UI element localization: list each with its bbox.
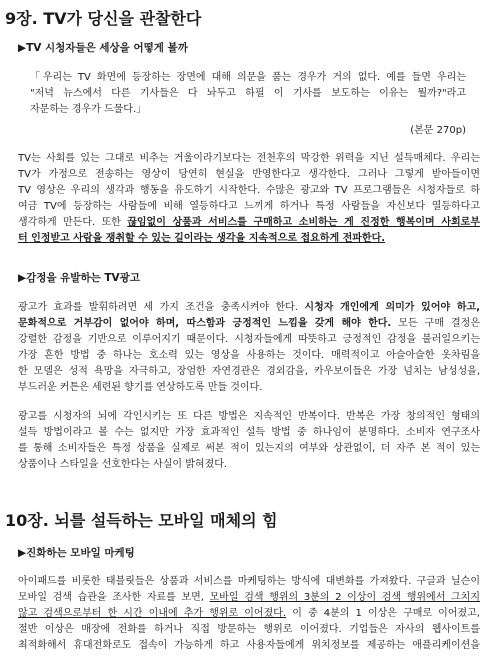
quote-source: (본문 270p) <box>410 125 466 136</box>
paragraph-line: 아이패드를 비롯한 태블릿들은 상품과 서비스를 마케팅하는 방식에 대변화를 가져왔다. 구글과 닐슨이 <box>18 576 480 587</box>
chapter-10-title: 10장. 뇌를 설득하는 모바일 매체의 힘 <box>5 511 278 530</box>
section-heading-emotion-ads: ▶감정을 유발하는 TV광고 <box>18 272 140 284</box>
paragraph-line <box>18 216 480 229</box>
paragraph-line: TV는 사회를 있는 그대로 비추는 거울이라기보다는 전천후의 막강한 위력을 지닌 설득매체다. 우리는 <box>18 153 480 164</box>
quote-line: "저녁 뉴스에서 다른 기사들은 다 놔두고 하필 이 기사를 보도하는 이유는 뭘까?"라고 <box>30 88 466 99</box>
paragraph-text: 모든 구매 결정은 <box>391 318 480 329</box>
paragraph-line: 를 통해 소비자들은 특정 상품을 실제로 써본 적이 있는지의 여부와 상관없이, 더 자주 본 적이 있는 <box>18 443 480 454</box>
paragraph-line: 최적화해서 휴대전화로도 접속이 가능하게 하고 사용자들에게 위치정보를 제공하는 애플리케이션을 <box>18 640 480 651</box>
section-heading-tv-viewers: ▶TV 시청자들은 세상을 어떻게 볼까 <box>18 42 188 54</box>
quote-line: 자문하는 경우가 드물다.」 <box>30 104 147 115</box>
paragraph-text: 생각하게 만든다. 또한 <box>18 217 128 228</box>
paragraph-line: 여금 TV에 등장하는 사람들에 비해 열등하다고 느끼게 하거나 특정 사람들을 자신보다 열등하다고 <box>18 201 480 212</box>
emphasis-text: 터 인정받고 사람을 쟁취할 수 있는 길이라는 생각을 지속적으로 접요하게 전파한다. <box>18 233 386 244</box>
section-heading-mobile-marketing: ▶진화하는 모바일 마케팅 <box>18 547 135 559</box>
paragraph-text: 광고가 효과를 발휘하려면 세 가지 조건을 충족시켜야 한다. <box>18 302 305 313</box>
paragraph-line: 상품이나 스타일을 선호한다는 사실이 밝혀졌다. <box>18 459 228 470</box>
emphasis-text: 끊임없이 상품과 서비스를 구매하고 소비하는 게 진정한 행복이며 사회로부 <box>127 217 480 228</box>
paragraph-line: 강렬한 감정을 기반으로 이루어지기 때문이다. 시청자들에게 따뜻하고 긍정적인 감정을 불러일으키는 <box>18 334 480 345</box>
paragraph-text: 모바일 검색 습관을 조사한 자료를 보면, <box>18 592 210 603</box>
chapter-9-title: 9장. TV가 당신을 관찰한다 <box>5 9 202 28</box>
paragraph-line <box>18 607 480 620</box>
paragraph-line: 한 모델은 성적 욕망을 자극하고, 장엄한 자연경관은 경외감을, 카우보이들은 가장 넘치는 남성성을, <box>18 366 480 377</box>
underlined-text: 않고 검색으로부터 한 시간 이내에 추가 행위로 이어졌다. <box>18 608 287 619</box>
paragraph-line: 가장 흔한 방법 중 하나는 호소력 있는 영상을 사용하는 것이다. 매력적이고 아슬아슬한 옷차림을 <box>18 350 480 361</box>
paragraph-line: 설득 방법이라고 볼 수는 없지만 가장 효과적인 설득 방법 중 하나임이 분명하다. 소비자 연구조사 <box>18 427 480 438</box>
paragraph-line <box>18 301 480 314</box>
quote-line: 「우리는 TV 화면에 등장하는 장면에 대해 의문을 품는 경우가 거의 없다. 예를 들면 우리는 <box>30 72 466 83</box>
emphasis-text: 문화적으로 거부감이 없어야 하며, 따스함과 긍정적인 느낌을 갖게 해야 한다. <box>18 318 392 329</box>
underlined-text: 모바일 검색 행위의 3분의 2 이상이 검색 행위에서 그치지 <box>209 592 480 603</box>
paragraph-line <box>18 317 480 330</box>
paragraph-line: 부드러운 커튼은 세련된 향기를 연상하도록 만들 것이다. <box>18 382 263 393</box>
paragraph-line: 절반 이상은 매장에 전화를 하거나 직접 방문하는 행위로 이어졌다. 기업들은 자사의 웹사이트를 <box>18 624 480 635</box>
paragraph-text: 이 중 4분의 1 이상은 구매로 이어졌고, <box>286 608 480 619</box>
paragraph-line <box>18 232 480 245</box>
paragraph-line: 광고를 시청자의 뇌에 각인시키는 또 다른 방법은 지속적인 반복이다. 반복은 가장 창의적인 형태의 <box>18 411 480 422</box>
paragraph-line: TV 영상은 우리의 생각과 행동을 유도하기 시작한다. 수많은 광고와 TV 프로그램들은 시청자들로 하 <box>18 185 480 196</box>
paragraph-line: TV가 가정으로 전송하는 영상이 당연히 현실을 반영한다고 생각한다. 그러나 그렇게 받아들이면 <box>18 169 480 180</box>
emphasis-text: 시청자 개인에게 의미가 있어야 하고, <box>304 302 480 313</box>
paragraph-line <box>18 591 480 604</box>
